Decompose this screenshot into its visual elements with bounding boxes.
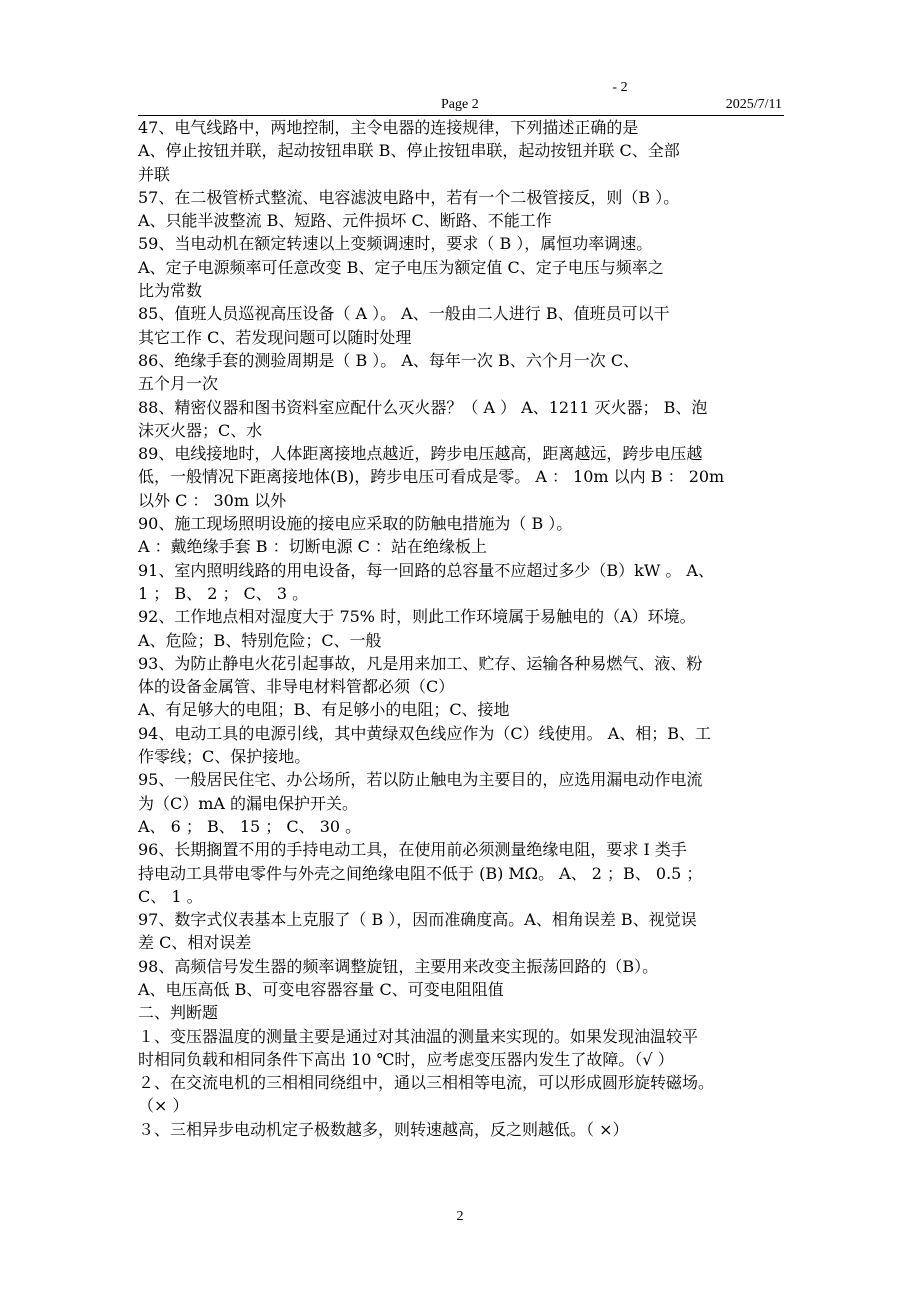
text-line: A、有足够大的电阻；B、有足够小的电阻；C、接地 — [138, 700, 510, 720]
text-line: 为（C）mA 的漏电保护开关。 — [138, 793, 359, 813]
text-line: ３、三相异步电动机定子极数越多，则转速越高，反之则越低。（ ×） — [138, 1119, 629, 1139]
text-line: 97、数字式仪表基本上克服了（ B ），因而准确度高。A、相角误差 B、视觉误 — [138, 910, 697, 930]
text-line: 95、一般居民住宅、办公场所，若以防止触电为主要目的，应选用漏电动作电流 — [138, 770, 703, 790]
header-page-marker: - 2 — [612, 80, 628, 95]
text-line: 59、当电动机在额定转速以上变频调速时，要求（ B ），属恒功率调速。 — [138, 234, 653, 254]
text-line: 57、在二极管桥式整流、电容滤波电路中，若有一个二极管接反，则（B ）。 — [138, 187, 680, 207]
page-header — [138, 97, 784, 116]
text-line: 89、电线接地时，人体距离接地点越近，跨步电压越高，距离越远，跨步电压越 — [138, 444, 703, 464]
text-line: A、电压高低 B、可变电容器容量 C、可变电阻阻值 — [138, 979, 504, 999]
text-line: 94、电动工具的电源引线，其中黄绿双色线应作为（C）线使用。 A、相；B、工 — [138, 723, 712, 743]
text-line: 90、施工现场照明设施的接电应采取的防触电措施为（ B ）。 — [138, 514, 573, 534]
text-line: 92、工作地点相对湿度大于 75% 时，则此工作环境属于易触电的（A）环境。 — [138, 607, 696, 627]
text-line: 96、长期搁置不用的手持电动工具，在使用前必须测量绝缘电阻，要求 I 类手 — [138, 840, 687, 860]
text-line: １、变压器温度的测量主要是通过对其油温的测量来实现的。如果发现油温较平 — [138, 1026, 699, 1046]
text-line: 85、值班人员巡视高压设备（ A ）。 A、一般由二人进行 B、值班员可以干 — [138, 304, 670, 324]
text-line: 93、为防止静电火花引起事故，凡是用来加工、贮存、运输各种易燃气、液、粉 — [138, 653, 703, 673]
header-date: 2025/7/11 — [725, 97, 782, 112]
text-line: 91、室内照明线路的用电设备，每一回路的总容量不应超过多少（B）kW 。 A、 — [138, 560, 714, 580]
text-line: 五个月一次 — [138, 374, 219, 394]
text-line: A ：戴绝缘手套 B ：切断电源 C ：站在绝缘板上 — [138, 537, 487, 557]
text-line: A、只能半波整流 B、短路、元件损坏 C、断路、不能工作 — [138, 211, 552, 231]
text-line: 持电动工具带电零件与外壳之间绝缘电阻不低于 (B) MΩ。 A、 2 ；B、 0.5 ； — [138, 863, 703, 883]
text-line: 沫灭火器；C、水 — [138, 420, 263, 440]
document-body — [138, 116, 788, 1141]
text-line: ２、在交流电机的三相相同绕组中，通以三相相等电流，可以形成圆形旋转磁场。 — [138, 1073, 715, 1093]
text-line: A、 6 ； B、 15 ； C、 30 。 — [138, 816, 362, 836]
text-line: 86、绝缘手套的测验周期是（ B ）。 A、每年一次 B、六个月一次 C、 — [138, 350, 640, 370]
footer-page-number: 2 — [456, 1209, 464, 1224]
text-line: A、停止按钮并联，起动按钮串联 B、停止按钮串联，起动按钮并联 C、全部 — [138, 141, 680, 161]
text-line: 47、电气线路中，两地控制，主令电器的连接规律，下列描述正确的是 — [138, 118, 639, 137]
text-line: 1 ； B、 2 ； C、 3 。 — [138, 583, 309, 603]
text-line: 作零线；C、保护接地。 — [138, 747, 311, 767]
text-line: （× ） — [138, 1096, 189, 1116]
text-line: 并联 — [138, 164, 171, 184]
text-line: A、危险；B、特别危险；C、一般 — [138, 630, 382, 650]
text-line: 二、判断题 — [138, 1003, 219, 1023]
text-line: A、定子电源频率可任意改变 B、定子电压为额定值 C、定子电压与频率之 — [138, 257, 664, 277]
text-line: 98、高频信号发生器的频率调整旋钮，主要用来改变主振荡回路的（B）。 — [138, 956, 659, 976]
header-page-label: Page 2 — [441, 97, 479, 112]
text-line: 差 C、相对误差 — [138, 933, 252, 953]
text-line: 时相同负载和相同条件下高出 10 ℃时，应考虑变压器内发生了故障。（√ ） — [138, 1049, 674, 1069]
text-line: 以外 C ： 30m 以外 — [138, 490, 287, 510]
text-line: 体的设备金属管、非导电材料管都必须（C） — [138, 677, 455, 697]
text-line: 低，一般情况下距离接地体(B)，跨步电压可看成是零。 A ： 10m 以内 B ： 20m — [138, 467, 725, 487]
text-line: 88、精密仪器和图书资料室应配什么灭火器？（ A ） A、1211 灭火器； B、泡 — [138, 397, 708, 417]
text-line: C、 1 。 — [138, 886, 203, 906]
text-line: 其它工作 C、若发现问题可以随时处理 — [138, 327, 412, 347]
text-line: 比为常数 — [138, 281, 203, 301]
